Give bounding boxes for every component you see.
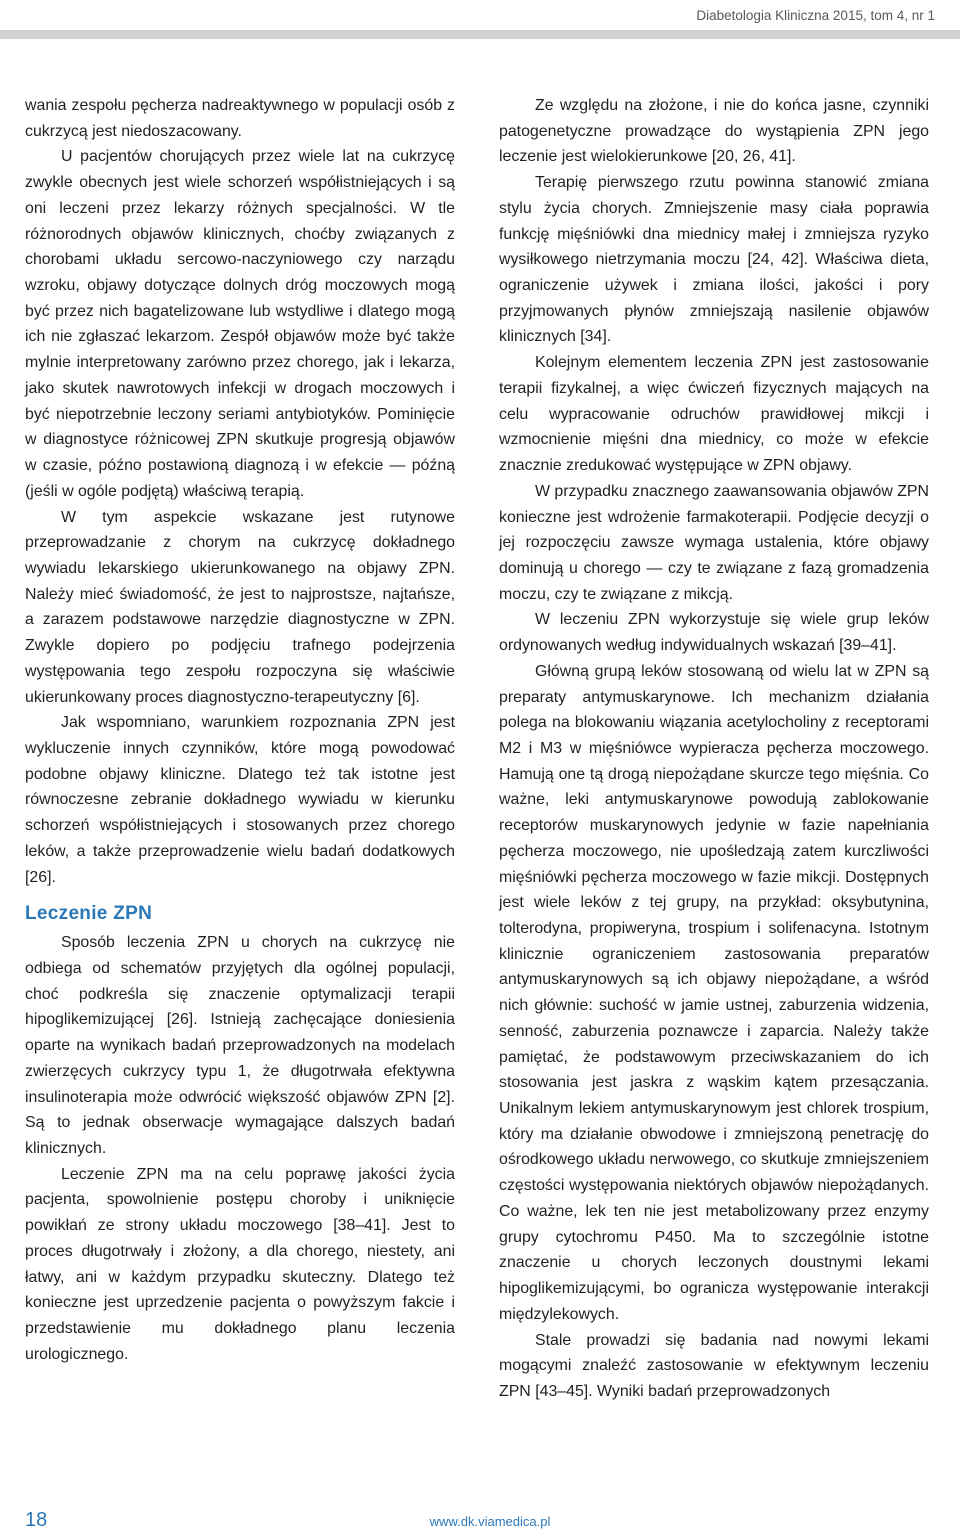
right-column bbox=[499, 93, 929, 1405]
paragraph: Sposób leczenia ZPN u chorych na cukrzycę nie odbiega od schematów przyjętych dla ogólnej populacji, choć podkreśla się znaczenie optymalizacji terapii hipoglikemizującej [26]. Istnieją zachęcające doniesienia oparte na wynikach badań przeprowadzonych na modelach zwierzęcych cukrzycy typu 1, że długotrwała efektywna insulinoterapia może odwrócić większość objawów ZPN [2]. Są to jednak obserwacje wymagające dalszych badań klinicznych. bbox=[25, 934, 455, 1158]
paragraph: Stale prowadzi się badania nad nowymi lekami mogącymi znaleźć zastosowanie w efektywnym leczeniu ZPN [43–45]. Wyniki badań przeprowadzonych bbox=[499, 1331, 929, 1400]
paragraph: Terapię pierwszego rzutu powinna stanowić zmiana stylu życia chorych. Zmniejszenie masy ciała poprawia funkcję mięśniówki dna miednicy małej i zmniejsza ryzyko wysiłkowego nietrzymania moczu [24, 42]. Właściwa dieta, ograniczenie używek i zmiana ilości, jakości i pory przyjmowanych płynów zmniejszają nasilenie objawów klinicznych [34]. bbox=[499, 174, 929, 346]
paragraph: W przypadku znacznego zaawansowania objawów ZPN konieczne jest wdrożenie farmakoterapii. Podjęcie decyzji o jej rozpoczęciu zawsze wymaga ustalenia, które objawy dominują u chorego — czy te związane z fazą gromadzenia moczu, czy te związane z mikcją. bbox=[499, 482, 929, 603]
paragraph: W leczeniu ZPN wykorzystuje się wiele grup leków ordynowanych według indywidualnych wskazań [39–41]. bbox=[499, 611, 929, 655]
running-head: Diabetologia Kliniczna 2015, tom 4, nr 1 bbox=[696, 8, 935, 23]
paragraph: W tym aspekcie wskazane jest rutynowe przeprowadzanie z chorym na cukrzycę dokładnego wywiadu lekarskiego ukierunkowanego na objawy ZPN. Należy mieć świadomość, że jest to najprostsze, najtańsze, a zarazem podstawowe narzędzie diagnostyczne w ZPN. Zwykle dopiero po podjęciu trafnego podejrzenia występowania tego zespołu rozpoczyna się właściwie ukierunkowany proces diagnostyczno-terapeutyczny [6]. bbox=[25, 508, 455, 706]
paragraph: U pacjentów chorujących przez wiele lat na cukrzycę zwykle obecnych jest wiele schorzeń współistniejących i są oni leczeni przez lekarzy różnych specjalności. W tle różnorodnych objawów klinicznych, choćby związanych z chorobami układu sercowo-naczyniowego czy narządu wzroku, objawy dotyczące dolnych dróg moczowych mogą być przez nich bagatelizowane lub wstydliwe i dlatego mogą ich nie zgłaszać lekarzom. Zespół objawów może być także mylnie interpretowany zarówno przez chorego, jak i lekarza, jako skutek nawrotowych infekcji w drogach moczowych i być niepotrzebnie leczony seriami antybiotyków. Pominięcie w diagnostyce różnicowej ZPN skutkuje progresją objawów w czasie, późno postawioną diagnozą i w efekcie — późną (jeśli w ogóle podjętą) właściwą terapią. bbox=[25, 148, 455, 500]
paragraph: Ze względu na złożone, i nie do końca jasne, czynniki patogenetyczne prowadzące do wystąpienia ZPN jego leczenie jest wielokierunkowe [20, 26, 41]. bbox=[499, 97, 929, 166]
left-column bbox=[25, 93, 455, 1368]
header-rule bbox=[0, 30, 960, 39]
section-heading: Leczenie ZPN bbox=[25, 903, 153, 925]
paragraph: Kolejnym elementem leczenia ZPN jest zastosowanie terapii fizykalnej, a więc ćwiczeń fizycznych mających na celu wypracowanie odruchów prawidłowej mikcji i wzmocnienie mięśni dna miednicy, co może w efekcie znacznie zredukować występujące w ZPN objawy. bbox=[499, 354, 929, 475]
paragraph: Jak wspomniano, warunkiem rozpoznania ZPN jest wykluczenie innych czynników, które mogą powodować podobne objawy kliniczne. Dlatego też tak istotne jest równoczesne zebranie dokładnego wywiadu w kierunku schorzeń współistniejących i stosowanych przez chorego leków, a także przeprowadzenie wielu badań dodatkowych [26]. bbox=[25, 714, 455, 886]
footer-url[interactable]: www.dk.viamedica.pl bbox=[429, 1514, 551, 1529]
paragraph: Leczenie ZPN ma na celu poprawę jakości życia pacjenta, spowolnienie postępu choroby i uniknięcie powikłań ze strony układu moczowego [38–41]. Jest to proces długotrwały i złożony, a dla chorego, niestety, ani łatwy, ani w każdym przypadku skuteczny. Dlatego też konieczne jest uprzedzenie pacjenta o powyższym fakcie i przedstawienie mu dokładnego planu leczenia urologicznego. bbox=[25, 1165, 455, 1363]
page-number: 18 bbox=[25, 1509, 48, 1531]
paragraph: Główną grupą leków stosowaną od wielu lat w ZPN są preparaty antymuskarynowe. Ich mechanizm działania polega na blokowaniu wiązania acetylocholiny z receptorami M2 i M3 w mięśniówce wypieracza pęcherza moczowego. Hamują one tą drogą niepożądane skurcze tego mięśnia. Co ważne, leki antymuskarynowe powodują zablokowanie receptorów muskarynowych jedynie w fazie napełniania pęcherza moczowego, nie upośledzają zatem kurczliwości mięśniówki pęcherza moczowego w fazie mikcji. Dostępnych jest wiele leków z tej grupy, na przykład: oksybutynina, tolterodyna, propiweryna, trospium i solifenacyna. Istotnym klinicznie ograniczeniem zastosowania preparatów antymuskarynowych są ich objawy niepożądane, a wśród nich głównie: suchość w jamie ustnej, zaburzenia widzenia, senność, zaburzenia poznawcze i zaparcia. Należy także pamiętać, że podstawowym przeciwskazaniem do ich stosowania jest jaskra z wąskim kątem przesączania. Unikalnym lekiem antymuskarynowym jest chlorek trospium, który ma działanie obwodowe i zmniejszoną penetrację do ośrodkowego układu nerwowego, co skutkuje zmniejszeniem częstości występowania niektórych objawów niepożądanych. Co ważne, lek ten nie jest metabolizowany przez enzymy grupy cytochromu P450. Ma to szczególnie istotne znaczenie u chorych leczonych doustnymi lekami hipoglikemizującymi, bo ogranicza występowanie interakcji międzylekowych. bbox=[499, 662, 929, 1323]
paragraph: wania zespołu pęcherza nadreaktywnego w populacji osób z cukrzycą jest niedoszacowany. bbox=[25, 97, 455, 140]
